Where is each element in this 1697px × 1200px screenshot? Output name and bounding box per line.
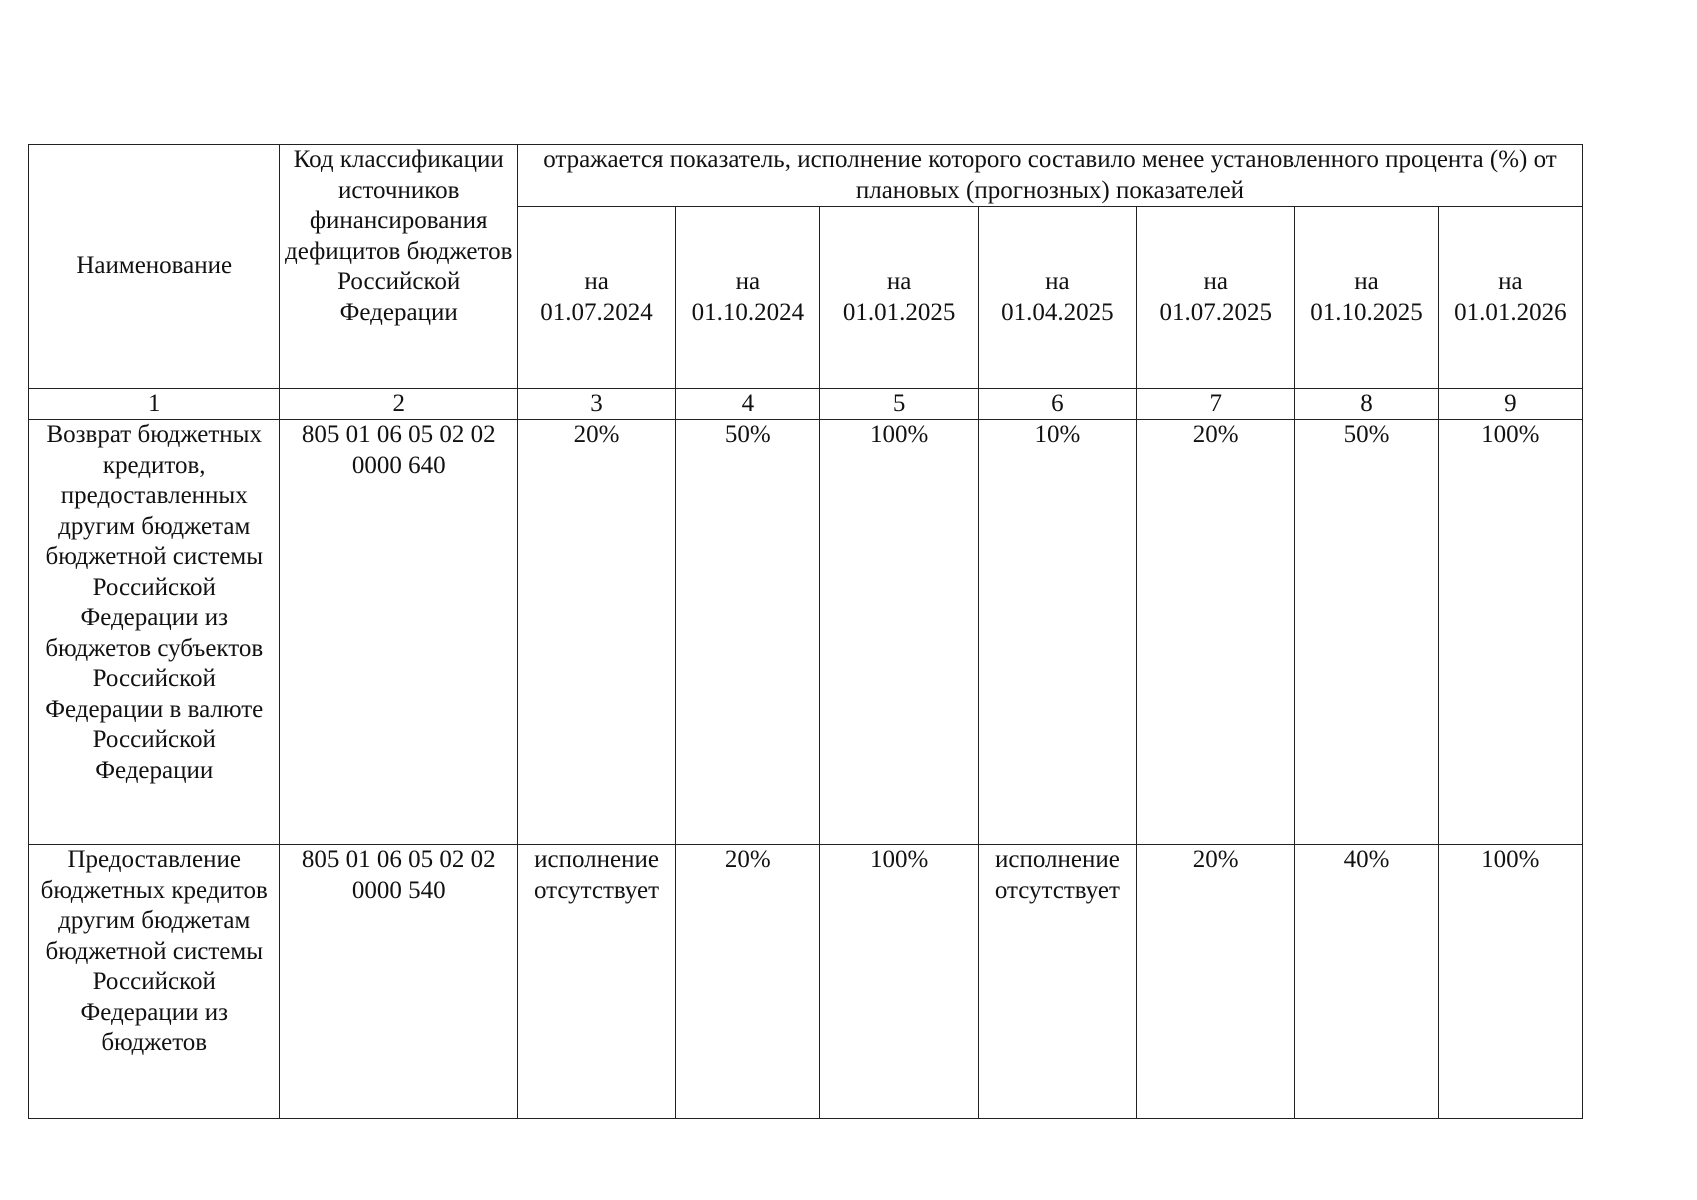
column-number: 3 <box>517 389 675 420</box>
header-date-cell <box>676 207 820 389</box>
date-prefix: на <box>1354 268 1379 295</box>
row-value-cell: 100% <box>820 420 978 845</box>
row-value-cell: исполнение отсутствует <box>978 845 1136 1119</box>
date-prefix: на <box>735 268 761 295</box>
date-value: 01.07.2025 <box>1159 298 1272 326</box>
date-value: 01.01.2026 <box>1454 298 1567 326</box>
date-prefix: на <box>584 268 609 295</box>
row-value-cell: 20% <box>676 845 820 1119</box>
row-value-cell: 40% <box>1295 845 1438 1119</box>
column-number: 2 <box>280 389 517 420</box>
header-date-cell <box>820 207 978 389</box>
date-prefix: на <box>1045 268 1070 295</box>
row-value-cell: 50% <box>676 420 820 845</box>
date-value: 01.10.2025 <box>1310 298 1423 326</box>
header-date-cell <box>1438 207 1582 389</box>
row-name-cell: Возврат бюджетных кредитов, предоставленных другим бюджетам бюджетной системы Российской Федерации из бюджетов субъектов Российской Федерации в валюте Российской Федерации <box>29 420 280 845</box>
row-value-cell: исполнение отсутствует <box>517 845 675 1119</box>
header-code-cell: Код классификации источников финансирования дефицитов бюджетов Российской Федерации <box>280 145 517 389</box>
header-date-cell <box>1295 207 1438 389</box>
column-number: 6 <box>978 389 1136 420</box>
row-value-cell: 100% <box>820 845 978 1119</box>
column-number: 7 <box>1137 389 1295 420</box>
column-number-row <box>29 389 1583 420</box>
row-code-cell: 805 01 06 05 02 02 0000 640 <box>280 420 517 845</box>
row-name-cell: Предоставление бюджетных кредитов другим бюджетам бюджетной системы Российской Федерации из бюджетов <box>29 845 280 1119</box>
column-number: 8 <box>1295 389 1438 420</box>
row-value-cell: 10% <box>978 420 1136 845</box>
row-value-cell: 20% <box>1137 420 1295 845</box>
date-value: 01.10.2024 <box>691 298 805 326</box>
header-date-cell <box>978 207 1136 389</box>
header-group-title: отражается показатель, исполнение которого составило менее установленного процента (%) от плановых (прогнозных) показателей <box>517 145 1582 207</box>
date-prefix: на <box>1498 268 1523 295</box>
column-number: 9 <box>1438 389 1582 420</box>
row-value-cell: 100% <box>1438 420 1582 845</box>
header-row-top <box>29 145 1583 207</box>
header-date-cell <box>517 207 675 389</box>
row-code-cell: 805 01 06 05 02 02 0000 540 <box>280 845 517 1119</box>
header-date-cell <box>1137 207 1295 389</box>
date-value: 01.07.2024 <box>540 298 653 326</box>
column-number: 1 <box>29 389 280 420</box>
row-value-cell: 50% <box>1295 420 1438 845</box>
column-number: 4 <box>676 389 820 420</box>
date-value: 01.01.2025 <box>842 298 956 326</box>
row-value-cell: 100% <box>1438 845 1582 1119</box>
indicators-table <box>28 144 1583 1119</box>
column-number: 5 <box>820 389 978 420</box>
header-name-cell: Наименование <box>29 145 280 389</box>
row-value-cell: 20% <box>1137 845 1295 1119</box>
date-value: 01.04.2025 <box>1001 298 1114 326</box>
date-prefix: на <box>886 268 912 295</box>
date-prefix: на <box>1203 268 1228 295</box>
table-row <box>29 845 1583 1119</box>
row-value-cell: 20% <box>517 420 675 845</box>
table-row <box>29 420 1583 845</box>
